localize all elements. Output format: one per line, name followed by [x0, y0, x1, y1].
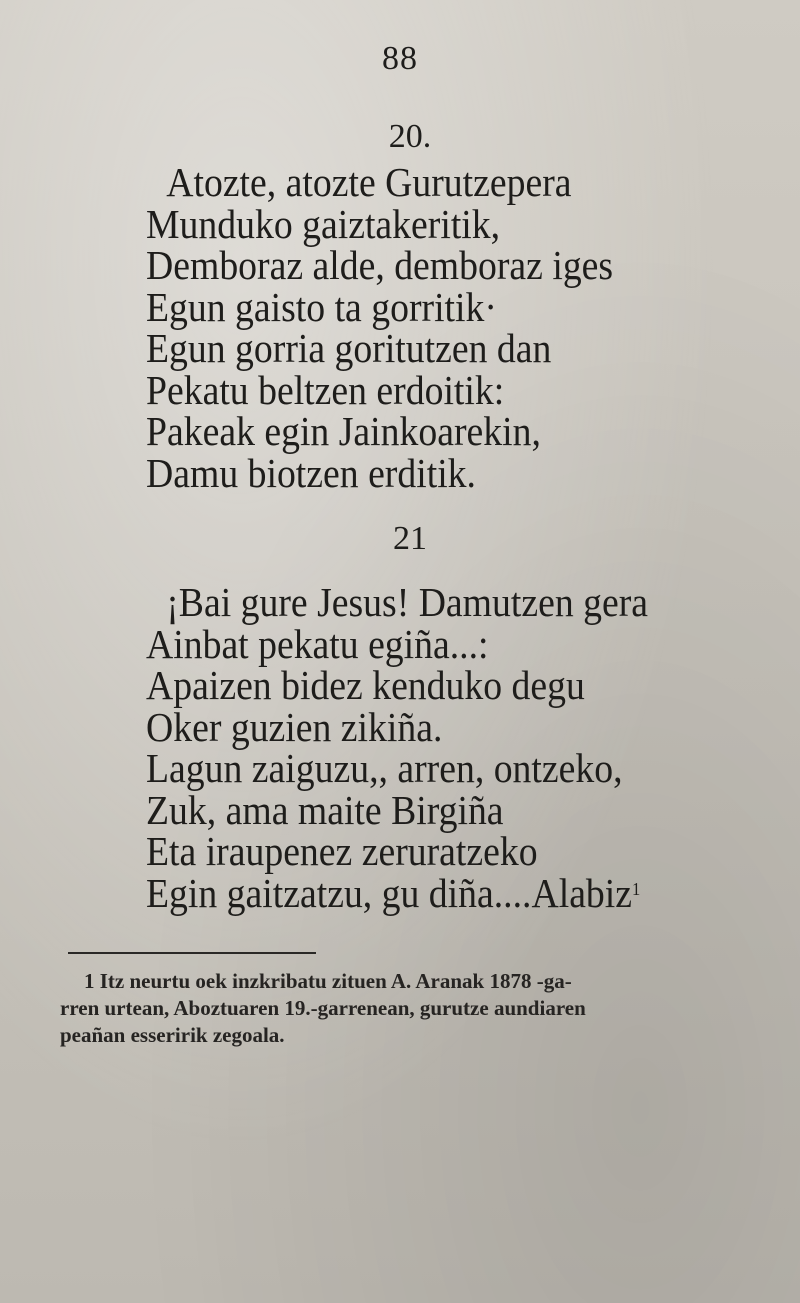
- verse-line: Oker guzien zikiña.: [146, 703, 443, 750]
- footnote: [60, 968, 750, 1049]
- stanza-21-verse: [146, 579, 649, 916]
- stanza-number: 20.: [388, 118, 432, 155]
- verse-line: Eta iraupenez zeruratzeko: [146, 828, 538, 874]
- stanza-20-verse: [146, 159, 614, 496]
- verse-line: Munduko gaiztakeritik,: [146, 200, 501, 247]
- verse-line: Ainbat pekatu egiña...:: [146, 620, 489, 667]
- verse-line: Apaizen bidez kenduko degu: [146, 662, 585, 708]
- verse-line: [146, 869, 648, 916]
- footnote-line: peañan esseririk zegoala.: [60, 1023, 285, 1047]
- verse-line: Pekatu beltzen erdoitik:: [146, 366, 505, 413]
- verse-line: Lagun zaiguzu,, arren, ontzeko,: [146, 745, 623, 791]
- page-number: 88: [382, 40, 418, 77]
- footnote-line: 1 Itz neurtu oek inzkribatu zituen A. Aranak 1878 -ga-: [84, 969, 572, 993]
- verse-line: ¡Bai gure Jesus! Damutzen gera: [166, 579, 649, 625]
- footnote-marker: 1: [632, 878, 641, 899]
- verse-line: Pakeak egin Jainkoarekin,: [146, 408, 541, 454]
- verse-line: Atozte, atozte Gurutzepera: [166, 159, 572, 205]
- verse-line: Damu biotzen erditik.: [146, 449, 476, 496]
- footnote-line: rren urtean, Aboztuaren 19.-garrenean, gurutze aundiaren: [60, 996, 586, 1020]
- verse-line: Demboraz alde, demboraz iges: [146, 242, 614, 288]
- verse-line: Egun gorria goritutzen dan: [146, 325, 552, 371]
- stanza-number: 21: [393, 520, 427, 557]
- verse-line: Egun gaisto ta gorritik·: [146, 283, 497, 330]
- footnote-divider: [68, 952, 316, 954]
- verse-line: Zuk, ama maite Birgiña: [146, 786, 504, 833]
- verse-line-text: Egin gaitzatzu, gu diña....Alabiz: [146, 869, 633, 916]
